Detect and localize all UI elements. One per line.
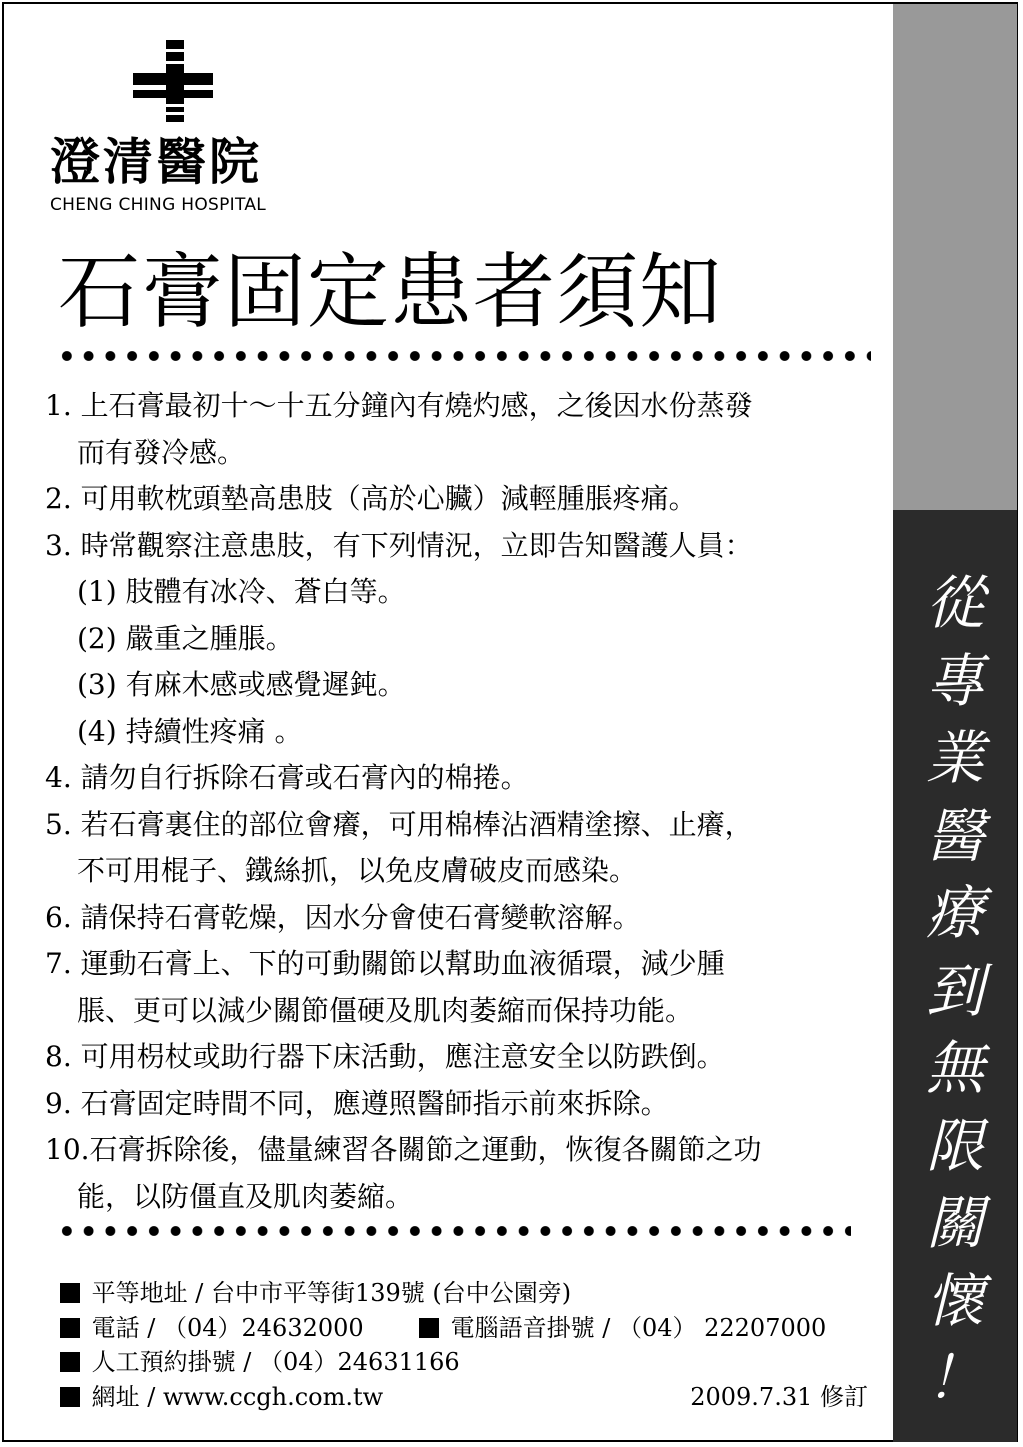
list-item: 1. 上石膏最初十～十五分鐘內有燒灼感，之後因水份蒸發 [45, 389, 753, 422]
list-item: (1) 肢體有冰冷、蒼白等。 [77, 575, 406, 608]
dotted-divider [56, 1225, 851, 1237]
slogan-char: 無 [925, 1034, 984, 1102]
list-item: 9. 石膏固定時間不同，應遵照醫師指示前來拆除。 [45, 1086, 669, 1120]
phone-text: 電話 / （04）24632000 [91, 1313, 364, 1342]
list-item: 能，以防僵直及肌肉萎縮。 [77, 1179, 414, 1213]
instruction-list [45, 383, 875, 1220]
list-item: (4) 持續性疼痛 。 [77, 714, 303, 748]
square-bullet-icon [60, 1387, 80, 1407]
hospital-name-cn: 澄清醫院 [50, 133, 262, 191]
website-text: 網址 / www.ccgh.com.tw [91, 1382, 384, 1411]
page-title: 石膏固定患者須知 [58, 245, 723, 340]
slogan-char: 懷 [925, 1266, 984, 1335]
list-item: (3) 有麻木感或感覺遲鈍。 [77, 668, 406, 701]
slogan-char: 療 [925, 879, 984, 947]
slogan-char: ！ [925, 1344, 984, 1412]
list-item: 2. 可用軟枕頭墊高患肢（高於心臟）減輕腫脹疼痛。 [45, 482, 697, 515]
slogan-char: 業 [925, 724, 984, 792]
revision-date: 2009.7.31 修訂 [690, 1382, 868, 1411]
list-item: 7. 運動石膏上、下的可動關節以幫助血液循環，減少腫 [45, 947, 725, 980]
list-item: (2) 嚴重之腫脹。 [77, 621, 294, 655]
hospital-name-en: CHENG CHING HOSPITAL [50, 195, 267, 215]
slogan-char: 從 [925, 569, 984, 637]
list-item: 5. 若石膏裏住的部位會癢，可用棉棒沾酒精塗擦、止癢， [45, 807, 753, 841]
manual-registration-text: 人工預約掛號 / （04）24631166 [91, 1348, 460, 1376]
slogan [893, 565, 1017, 1418]
list-item: 3. 時常觀察注意患肢，有下列情況，立即告知醫護人員： [45, 528, 753, 562]
slogan-char: 限 [925, 1111, 984, 1180]
contact-footer [60, 1276, 880, 1414]
slogan-char: 醫 [925, 801, 984, 870]
list-item: 10.石膏拆除後，儘量練習各關節之運動，恢復各關節之功 [45, 1133, 762, 1166]
slogan-char: 到 [925, 956, 984, 1025]
list-item: 4. 請勿自行拆除石膏或石膏內的棉捲。 [45, 761, 529, 794]
address-text: 平等地址 / 台中市平等街139號 (台中公園旁) [91, 1279, 572, 1307]
square-bullet-icon [419, 1318, 439, 1338]
slogan-char: 專 [925, 646, 984, 715]
list-item: 而有發冷感。 [77, 435, 246, 469]
square-bullet-icon [60, 1352, 80, 1372]
square-bullet-icon [60, 1283, 80, 1303]
list-item: 脹、更可以減少關節僵硬及肌肉萎縮而保持功能。 [77, 993, 694, 1027]
dotted-divider [56, 350, 871, 362]
list-item: 8. 可用枴杖或助行器下床活動，應注意安全以防跌倒。 [45, 1040, 725, 1073]
voice-registration-text: 電腦語音掛號 / （04） 22207000 [450, 1313, 827, 1342]
square-bullet-icon [60, 1318, 80, 1338]
slogan-char: 關 [925, 1189, 984, 1257]
hospital-logo-icon [133, 40, 213, 122]
sidebar-top-band [893, 4, 1017, 510]
list-item: 不可用棍子、鐵絲抓，以免皮膚破皮而感染。 [77, 854, 638, 887]
list-item: 6. 請保持石膏乾燥，因水分會使石膏變軟溶解。 [45, 900, 641, 934]
